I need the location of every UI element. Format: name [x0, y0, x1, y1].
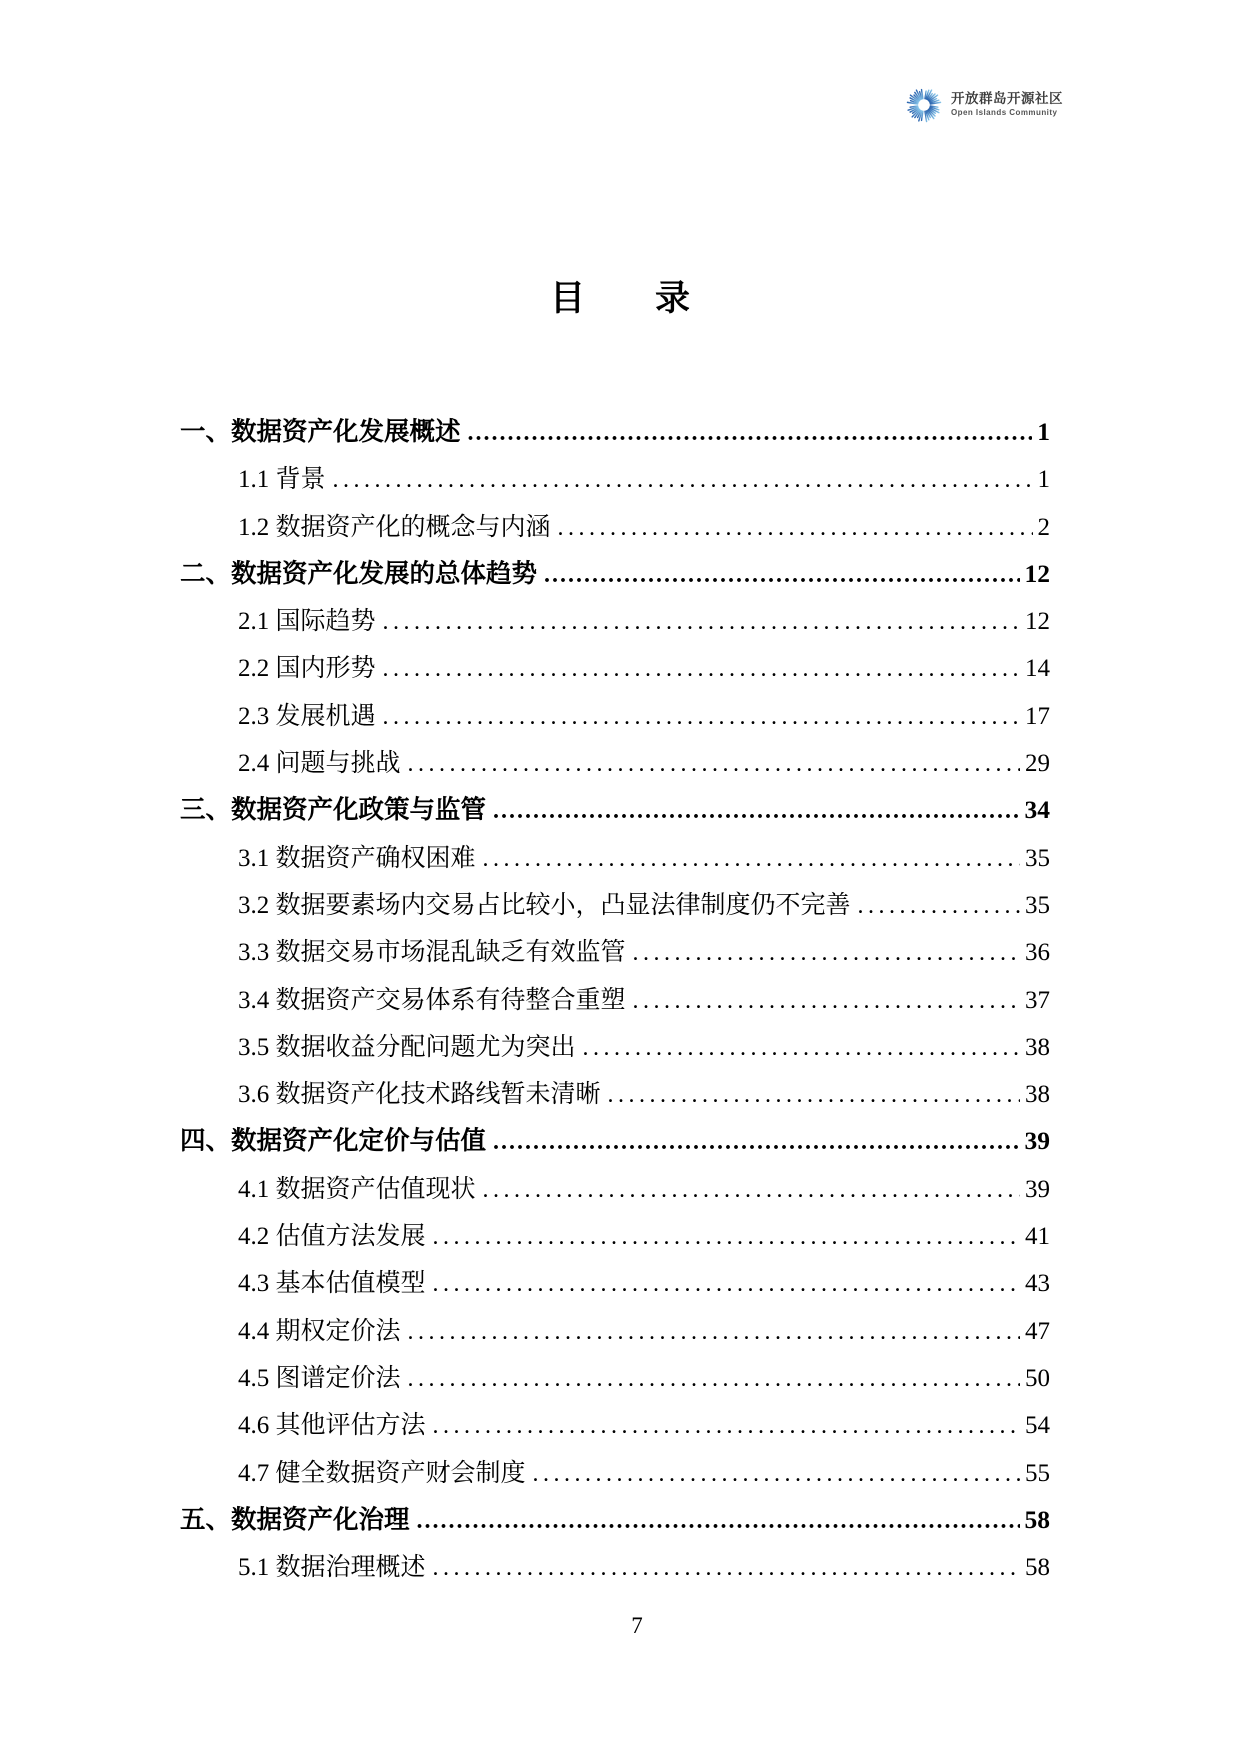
toc-leader-dots — [433, 1413, 1020, 1440]
toc-entry-label[interactable]: 4.2 估值方法发展 — [238, 1223, 426, 1251]
toc-entry-label[interactable]: 3.6 数据资产化技术路线暂未清晰 — [238, 1081, 601, 1109]
toc-entry-label[interactable]: 5.1 数据治理概述 — [238, 1554, 426, 1582]
toc-entry-page: 34 — [1024, 795, 1050, 825]
toc-entry-label[interactable]: 4.6 其他评估方法 — [238, 1412, 426, 1440]
toc-entry-page: 1 — [1037, 466, 1050, 494]
toc-entry-label[interactable]: 2.4 问题与挑战 — [238, 750, 401, 778]
toc-entry-page: 38 — [1025, 1033, 1050, 1061]
toc-row[interactable] — [180, 1263, 1050, 1310]
toc-entry-page: 54 — [1025, 1412, 1050, 1440]
toc-leader-dots — [633, 940, 1020, 967]
toc-leader-dots — [417, 1508, 1020, 1535]
toc-row[interactable] — [180, 1121, 1050, 1168]
page-footer — [17, 1613, 1240, 1639]
toc-row[interactable] — [180, 1169, 1050, 1216]
toc-entry-page: 43 — [1025, 1270, 1050, 1298]
toc-entry-page: 17 — [1025, 702, 1050, 730]
toc-entry-page: 58 — [1024, 1504, 1050, 1534]
toc-leader-dots — [544, 562, 1019, 589]
toc-row[interactable] — [180, 412, 1050, 459]
toc-entry-label[interactable]: 3.5 数据收益分配问题尤为突出 — [238, 1033, 576, 1061]
toc-leader-dots — [633, 988, 1020, 1015]
toc-entry-page: 36 — [1025, 939, 1050, 967]
toc-leader-dots — [408, 751, 1020, 778]
toc-entry-page: 50 — [1025, 1364, 1050, 1392]
toc-leader-dots — [858, 893, 1020, 920]
toc-entry-label[interactable]: 2.3 发展机遇 — [238, 702, 376, 730]
toc-entry-label[interactable]: 二、数据资产化发展的总体趋势 — [180, 558, 538, 588]
toc-leader-dots — [608, 1082, 1020, 1109]
toc-leader-dots — [493, 798, 1019, 825]
toc-row[interactable] — [180, 838, 1050, 885]
toc-entry-page: 37 — [1025, 986, 1050, 1014]
toc-leader-dots — [408, 1319, 1020, 1346]
toc-row[interactable] — [180, 743, 1050, 790]
toc-row[interactable] — [180, 1216, 1050, 1263]
toc-leader-dots — [433, 1224, 1020, 1251]
toc-entry-label[interactable]: 1.2 数据资产化的概念与内涵 — [238, 513, 551, 541]
toc-row[interactable] — [180, 1027, 1050, 1074]
page-title: 目 录 — [549, 279, 690, 319]
toc-row[interactable] — [180, 648, 1050, 695]
toc-row[interactable] — [180, 507, 1050, 554]
page-number: 7 — [631, 1613, 643, 1638]
toc-entry-label[interactable]: 五、数据资产化治理 — [180, 1504, 410, 1534]
toc-list — [180, 412, 1050, 1594]
toc-entry-page: 29 — [1025, 750, 1050, 778]
toc-entry-page: 35 — [1025, 891, 1050, 919]
toc-entry-label[interactable]: 4.1 数据资产估值现状 — [238, 1175, 476, 1203]
toc-row[interactable] — [180, 696, 1050, 743]
toc-row[interactable] — [180, 1500, 1050, 1547]
toc-entry-page: 14 — [1025, 655, 1050, 683]
toc-entry-page: 35 — [1025, 844, 1050, 872]
toc-leader-dots — [468, 420, 1033, 447]
toc-row[interactable] — [180, 1358, 1050, 1405]
open-islands-logo-icon — [905, 86, 943, 124]
logo-subtitle: Open Islands Community — [951, 108, 1058, 117]
toc-leader-dots — [483, 846, 1020, 873]
toc-leader-dots — [433, 1555, 1020, 1582]
toc-leader-dots — [333, 467, 1033, 494]
toc-row[interactable] — [180, 790, 1050, 837]
toc-entry-label[interactable]: 3.1 数据资产确权困难 — [238, 844, 476, 872]
toc-entry-page: 39 — [1025, 1175, 1050, 1203]
toc-entry-page: 12 — [1024, 558, 1050, 588]
toc-leader-dots — [408, 1366, 1020, 1393]
toc-entry-label[interactable]: 3.4 数据资产交易体系有待整合重塑 — [238, 986, 626, 1014]
toc-row[interactable] — [180, 554, 1050, 601]
toc-leader-dots — [483, 1177, 1020, 1204]
toc-entry-label[interactable]: 三、数据资产化政策与监管 — [180, 795, 487, 825]
toc-entry-label[interactable]: 2.2 国内形势 — [238, 655, 376, 683]
toc-row[interactable] — [180, 885, 1050, 932]
toc-entry-label[interactable]: 4.5 图谱定价法 — [238, 1364, 401, 1392]
toc-entry-label[interactable]: 一、数据资产化发展概述 — [180, 417, 461, 446]
toc-entry-label[interactable]: 4.4 期权定价法 — [238, 1317, 401, 1345]
toc-leader-dots — [558, 515, 1033, 542]
toc-entry-label[interactable]: 4.7 健全数据资产财会制度 — [238, 1459, 526, 1487]
toc-leader-dots — [433, 1271, 1020, 1298]
toc-entry-label[interactable]: 3.2 数据要素场内交易占比较小，凸显法律制度仍不完善 — [238, 891, 851, 919]
toc-entry-label[interactable]: 四、数据资产化定价与估值 — [180, 1126, 487, 1156]
logo-title: 开放群岛开源社区 — [951, 91, 1063, 106]
toc-entry-page: 41 — [1025, 1223, 1050, 1251]
toc-entry-page: 38 — [1025, 1081, 1050, 1109]
toc-entry-page: 1 — [1037, 417, 1050, 446]
toc-entry-label[interactable]: 3.3 数据交易市场混乱缺乏有效监管 — [238, 939, 626, 967]
toc-row[interactable] — [180, 1453, 1050, 1500]
toc-entry-page: 12 — [1025, 608, 1050, 636]
toc-row[interactable] — [180, 459, 1050, 506]
toc-row[interactable] — [180, 932, 1050, 979]
toc-leader-dots — [383, 704, 1020, 731]
toc-leader-dots — [583, 1035, 1020, 1062]
toc-row[interactable] — [180, 1311, 1050, 1358]
toc-leader-dots — [493, 1129, 1019, 1156]
toc-row[interactable] — [180, 1405, 1050, 1452]
logo — [905, 86, 1063, 124]
toc-leader-dots — [533, 1461, 1020, 1488]
toc-leader-dots — [383, 609, 1020, 636]
toc-row[interactable] — [180, 1074, 1050, 1121]
toc-entry-page: 47 — [1025, 1317, 1050, 1345]
toc-row[interactable] — [180, 601, 1050, 648]
toc-entry-page: 55 — [1025, 1459, 1050, 1487]
toc-leader-dots — [383, 656, 1020, 683]
toc-entry-label[interactable]: 4.3 基本估值模型 — [238, 1270, 426, 1298]
toc-row[interactable] — [180, 1547, 1050, 1594]
toc-entry-page: 39 — [1024, 1126, 1050, 1156]
toc-entry-page: 2 — [1037, 513, 1050, 541]
toc-entry-page: 58 — [1025, 1554, 1050, 1582]
toc-row[interactable] — [180, 980, 1050, 1027]
toc-entry-label[interactable]: 1.1 背景 — [238, 466, 326, 494]
toc-entry-label[interactable]: 2.1 国际趋势 — [238, 608, 376, 636]
